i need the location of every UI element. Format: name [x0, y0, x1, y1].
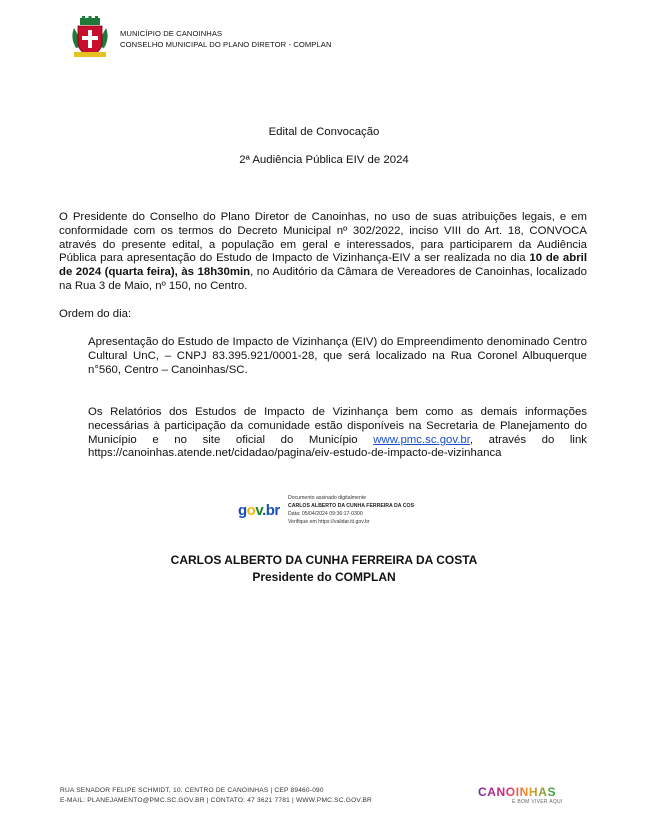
header-municipality: MUNICÍPIO DE CANOINHAS [120, 29, 223, 38]
page-footer [60, 786, 372, 806]
signature-date: Data: 05/04/2024 09:36:17-0300 [288, 511, 363, 517]
canoinhas-wordmark-icon [478, 784, 588, 799]
agenda-heading: Ordem do dia: [59, 308, 132, 320]
signer-name: CARLOS ALBERTO DA CUNHA FERREIRA DA COSTA [170, 553, 478, 567]
canoinhas-logo [478, 784, 588, 808]
digital-signature-stamp [238, 494, 438, 530]
canoinhas-logo-main: CANOINHAS [478, 785, 557, 799]
signature-verify: Verifique em https://validar.iti.gov.br [288, 519, 370, 525]
signature-label: Documento assinado digitalmente [288, 495, 367, 501]
reports-paragraph [88, 406, 587, 461]
govbr-logo: gov.br [238, 502, 280, 519]
convocation-text-start: O Presidente do Conselho do Plano Diretor de Canoinhas, no uso de suas atribuições legais, e em conformidade com os termos do Decreto Municipal nº 302/2022, inciso VIII do Art. 18, CONVOCA através do presente edital, a população em geral e interessados, para participarem da Audiência Pública para apresentação do Estudo de Impacto de Vizinhança-EIV a ser realizada no dia [59, 211, 587, 265]
signature-signer: CARLOS ALBERTO DA CUNHA FERREIRA DA COS [288, 503, 415, 509]
reports-text-start: Os Relatórios dos Estudos de Impacto de Vizinhança bem como as demais informações necessárias à participação da comunidade estão disponíveis na Secretaria de Planejamento do Município e no site oficial do Município [88, 406, 587, 446]
footer-address: RUA SENADOR FELIPE SCHMIDT, 10. CENTRO DE CANOINHAS | CEP 89460-090 [60, 787, 324, 794]
agenda-item: Apresentação do Estudo de Impacto de Vizinhança (EIV) do Empreendimento denominado Centro Cultural UnC, – CNPJ 83.395.921/0001-28, que será localizado na Rua Coronel Albuquerque n°560, Centro – Canoinhas/SC. [88, 336, 587, 376]
canoinhas-logo-tagline: É BOM VIVER AQUI [512, 799, 563, 805]
event-date-time: 10 de abril de 2024 (quarta feira), às 18h30min [59, 252, 587, 279]
footer-contact: E-MAIL: PLANEJAMENTO@PMC.SC.GOV.BR | CONTATO: 47 3621 7781 | WWW.PMC.SC.GOV.BR [60, 797, 373, 804]
page-header [70, 16, 630, 56]
header-council: CONSELHO MUNICIPAL DO PLANO DIRETOR - COMPLAN [120, 40, 332, 49]
header-text [120, 28, 332, 50]
signature-details [288, 494, 414, 526]
municipal-crest-icon [70, 16, 110, 60]
municipality-website-link[interactable]: www.pmc.sc.gov.br [373, 433, 470, 446]
convocation-paragraph [59, 211, 587, 294]
signer-role: Presidente do COMPLAN [252, 570, 396, 584]
reports-text-end: , através do link https://canoinhas.atende.net/cidadao/pagina/eiv-estudo-de-impacto-de-vizinhanca [88, 433, 587, 460]
document-title: Edital de Convocação [268, 126, 380, 138]
document-subtitle: 2ª Audiência Pública EIV de 2024 [239, 154, 409, 166]
convocation-text-end: , no Auditório da Câmara de Vereadores de Canoinhas, localizado na Rua 3 de Maio, nº 150, no Centro. [59, 266, 587, 292]
